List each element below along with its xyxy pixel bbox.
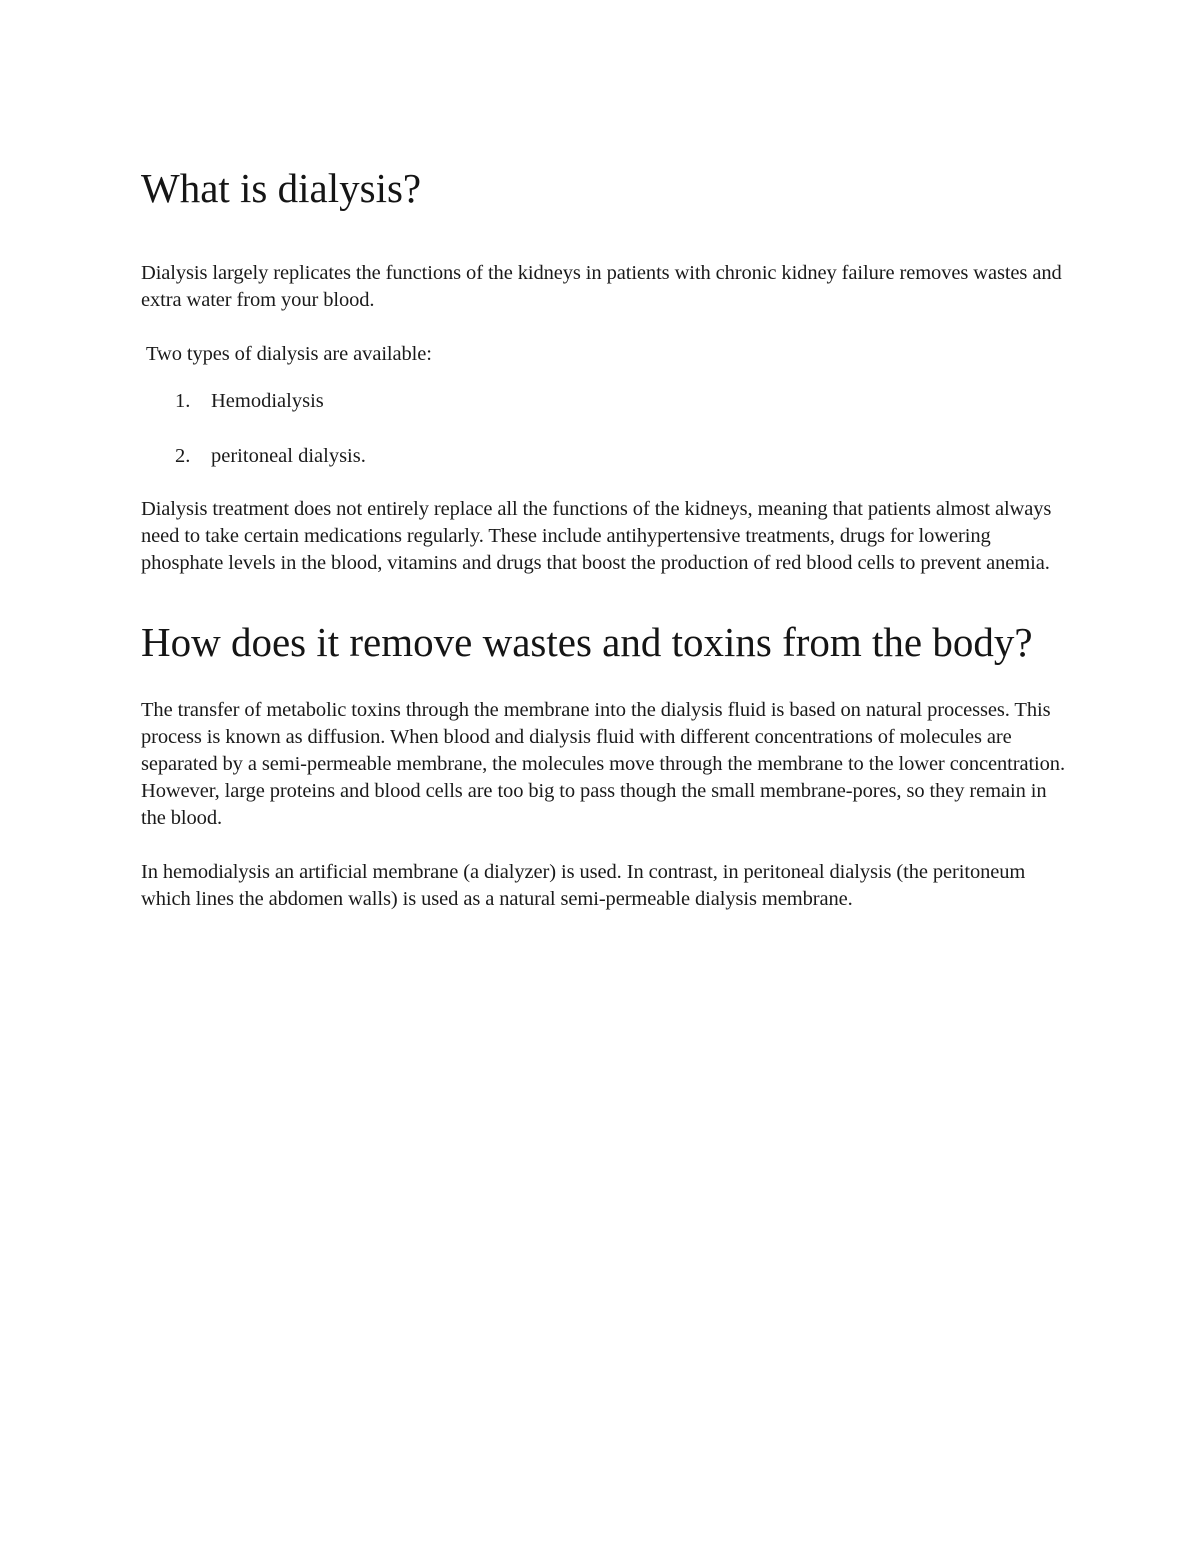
paragraph-hemodialysis: In hemodialysis an artificial membrane (a dialyzer) is used. In contrast, in peritoneal dialysis (the peritoneum which lines the abdomen walls) is used as a natural semi-permeable dialysis membrane. [141,861,1026,910]
paragraph-intro: Dialysis largely replicates the functions of the kidneys in patients with chronic kidney failure removes wastes and extra water from your blood. [141,262,1062,311]
paragraph-treatment: Dialysis treatment does not entirely replace all the functions of the kidneys, meaning that patients almost always need to take certain medications regularly. These include antihypertensive treatments, drugs for lowering phosphate levels in the blood, vitamins and drugs that boost the production of red blood cells to prevent anemia. [141,498,1052,574]
dialysis-types-list [141,388,1071,470]
heading-what-is-dialysis: What is dialysis? [141,165,422,211]
list-item-label: peritoneal dialysis. [211,445,366,467]
list-item-number: 1. [175,390,191,412]
heading-how-does-it-remove: How does it remove wastes and toxins from the body? [141,619,1033,665]
list-item-number: 2. [175,445,191,467]
list-item [141,443,1071,470]
document-body [141,160,1071,913]
paragraph-transfer: The transfer of metabolic toxins through the membrane into the dialysis fluid is based on natural processes. This process is known as diffusion. When blood and dialysis fluid with different concentrations of molecules are separated by a semi-permeable membrane, the molecules move through the membrane to the lower concentration. However, large proteins and blood cells are too big to pass though the small membrane-pores, so they remain in the blood. [141,699,1065,829]
paragraph-types-lead: Two types of dialysis are available: [146,343,432,365]
list-item-label: Hemodialysis [211,390,324,412]
list-item [141,388,1071,415]
